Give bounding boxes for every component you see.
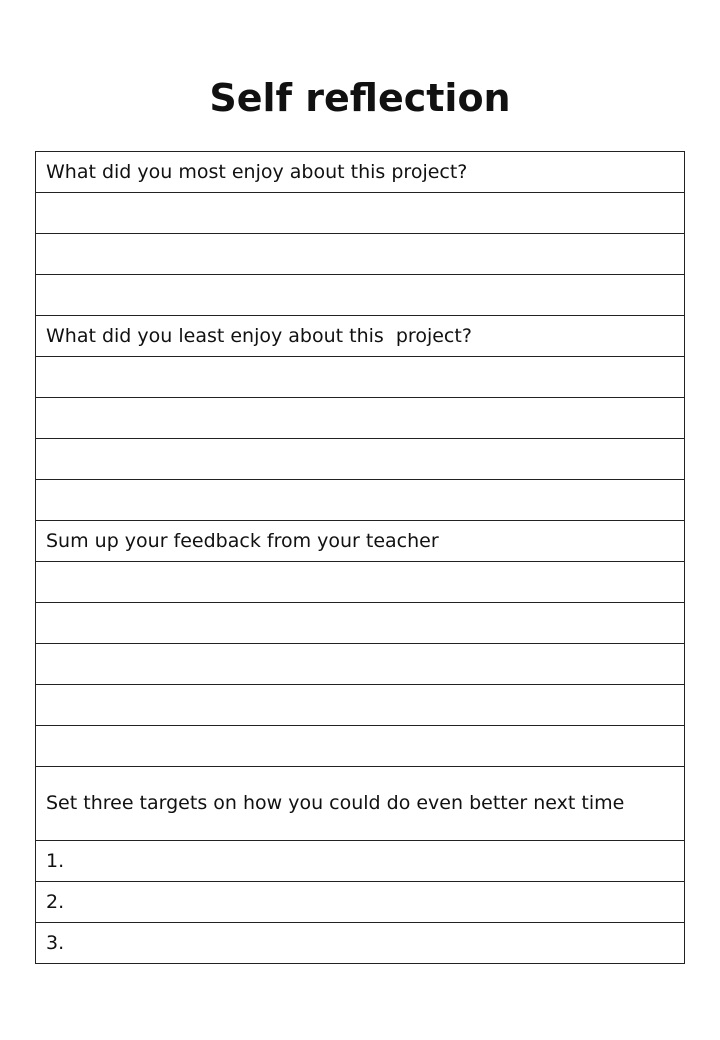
answer-line[interactable] (36, 398, 685, 439)
answer-cell[interactable] (36, 398, 685, 439)
answer-cell[interactable] (36, 480, 685, 521)
reflection-table (35, 151, 685, 964)
question-row (36, 767, 685, 841)
answer-line[interactable] (36, 439, 685, 480)
answer-line[interactable] (36, 644, 685, 685)
answer-cell[interactable] (36, 234, 685, 275)
page-title: Self reflection (209, 76, 511, 120)
answer-line[interactable] (36, 685, 685, 726)
target-line[interactable] (36, 882, 685, 923)
answer-line[interactable] (36, 275, 685, 316)
answer-cell[interactable] (36, 357, 685, 398)
target-line[interactable] (36, 923, 685, 964)
target-line[interactable] (36, 841, 685, 882)
question-row (36, 152, 685, 193)
question-prompt: What did you least enjoy about this project? (36, 316, 685, 357)
answer-cell[interactable] (36, 275, 685, 316)
answer-line[interactable] (36, 603, 685, 644)
answer-line[interactable] (36, 234, 685, 275)
answer-cell[interactable] (36, 726, 685, 767)
answer-cell[interactable] (36, 193, 685, 234)
answer-cell[interactable] (36, 562, 685, 603)
target-number[interactable]: 2. (36, 882, 685, 923)
answer-cell[interactable] (36, 644, 685, 685)
answer-cell[interactable] (36, 603, 685, 644)
answer-line[interactable] (36, 562, 685, 603)
answer-cell[interactable] (36, 685, 685, 726)
question-prompt: What did you most enjoy about this project? (36, 152, 685, 193)
answer-line[interactable] (36, 357, 685, 398)
answer-cell[interactable] (36, 439, 685, 480)
target-number[interactable]: 3. (36, 923, 685, 964)
answer-line[interactable] (36, 726, 685, 767)
answer-line[interactable] (36, 193, 685, 234)
question-row (36, 521, 685, 562)
target-number[interactable]: 1. (36, 841, 685, 882)
question-prompt: Sum up your feedback from your teacher (36, 521, 685, 562)
question-row (36, 316, 685, 357)
answer-line[interactable] (36, 480, 685, 521)
question-prompt: Set three targets on how you could do even better next time (36, 767, 685, 841)
